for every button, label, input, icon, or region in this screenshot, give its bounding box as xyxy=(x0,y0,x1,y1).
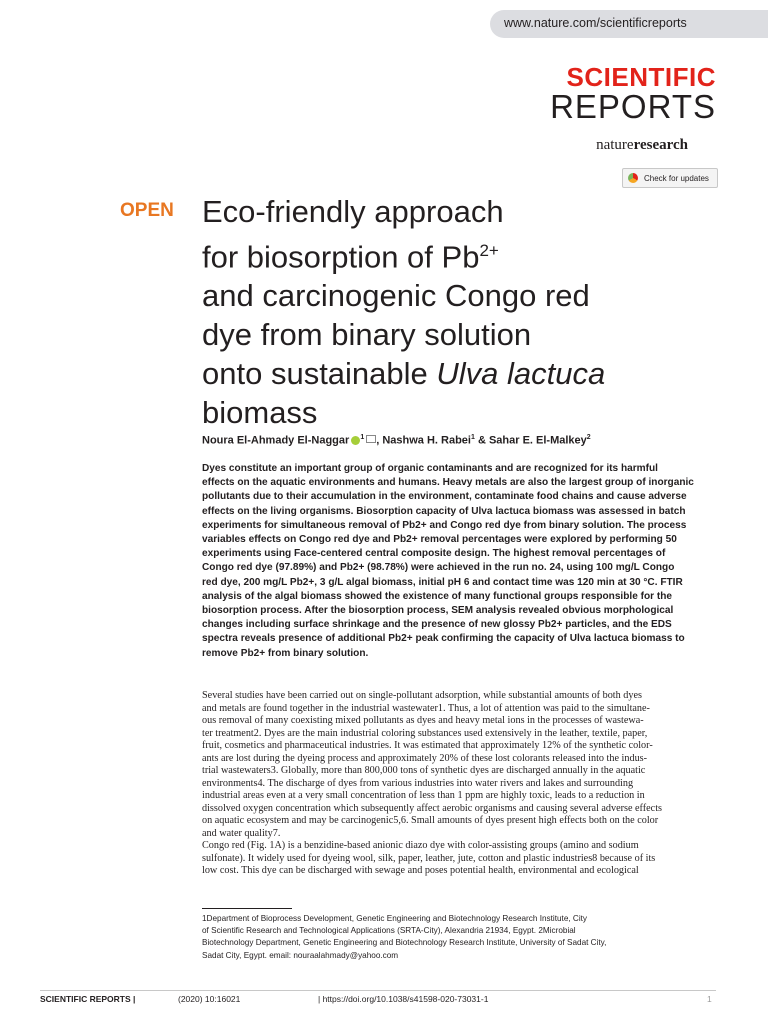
body-text xyxy=(202,690,716,878)
footer-citation: (2020) 10:16021 xyxy=(178,994,241,1004)
title-line-3: and carcinogenic Congo red xyxy=(202,278,590,314)
title-line-2-text: for biosorption of Pb xyxy=(202,239,480,275)
open-access-label: OPEN xyxy=(120,200,174,221)
check-for-updates-button[interactable] xyxy=(622,168,718,188)
body-line: dissolved oxygen concentration which subsequently affect aerobic organisms and causing several adverse effects xyxy=(202,802,662,814)
author-1-affiliation: 1 xyxy=(360,434,365,441)
abstract-line: spectra reveals presence of additional Pb2+ peak confirming the capacity of Ulva lactuca biomass to xyxy=(202,633,685,645)
body-line: ants are lost during the dyeing process and approximately 20% of these lost colorants released into the indus- xyxy=(202,752,648,764)
body-line: Congo red (Fig. 1A) is a benzidine-based anionic diazo dye with color-assisting groups (amino and sodium xyxy=(202,840,639,851)
body-line: industrial areas even at a very small concentration of less than 1 ppm are highly toxic, leads to a reduction in xyxy=(202,790,645,801)
footnote-line: 1Department of Bioprocess Development, Genetic Engineering and Biotechnology Research Institute, City xyxy=(202,914,588,923)
abstract-line: analysis of the algal biomass showed the existence of many functional groups responsible for the xyxy=(202,590,673,602)
affiliations-footnote xyxy=(202,913,716,962)
journal-logo xyxy=(550,64,716,124)
title-line-2 xyxy=(202,231,702,276)
journal-url-bar[interactable] xyxy=(490,10,768,38)
abstract-line: effects on the aquatic environments and humans. Heavy metals are also the largest group of inorganic xyxy=(202,477,694,489)
abstract-line: effects on the living organisms. Biosorption capacity of Ulva lactuca biomass was assessed in batch xyxy=(202,505,686,517)
email-icon[interactable] xyxy=(366,435,376,443)
title-line-6: biomass xyxy=(202,395,318,431)
publisher-logo xyxy=(596,137,688,154)
abstract xyxy=(202,462,714,661)
body-line: ous removal of many coexisting mixed pollutants as dyes and heavy metal ions in the processes of wastewa- xyxy=(202,715,644,726)
body-line: low cost. This dye can be discharged with sewage and poses potential health, environmental and ecological xyxy=(202,865,639,876)
page-number: 1 xyxy=(707,994,712,1004)
body-line: on aquatic ecosystem and may be carcinogenic5,6. Small amounts of dyes present high effects both on the color xyxy=(202,815,659,826)
author-3[interactable]: & Sahar E. El-Malkey xyxy=(474,434,587,447)
footer-divider xyxy=(40,990,716,991)
abstract-line: experiments for simultaneous removal of Pb2+ and Congo red dye from binary solution. The process xyxy=(202,519,687,531)
body-line: trial wastewaters3. Globally, more than 800,000 tons of synthetic dyes are discharged annually in the aquatic xyxy=(202,765,646,776)
footer-doi-link[interactable]: | https://doi.org/10.1038/s41598-020-73031-1 xyxy=(318,994,489,1004)
publisher-prefix: nature xyxy=(596,137,634,153)
check-updates-label: Check for updates xyxy=(644,173,709,183)
body-line: and water quality7. xyxy=(202,827,281,839)
body-line: sulfonate). It widely used for dyeing wool, silk, paper, leather, jute, cotton and plastic industries8 because of its xyxy=(202,852,656,864)
title-species: Ulva lactuca xyxy=(436,356,606,392)
abstract-line: experiments using Face-centered central composite design. The highest removal percentages of xyxy=(202,548,666,560)
title-line-4: dye from binary solution xyxy=(202,317,532,353)
abstract-line: biosorption process. After the biosorption process, SEM analysis revealed obvious morphological xyxy=(202,605,674,617)
journal-url[interactable]: www.nature.com/scientificreports xyxy=(504,16,687,30)
article-title xyxy=(202,192,702,432)
abstract-line: changes including surface shrinkage and the presence of new glossy Pb2+ particles, and the EDS xyxy=(202,619,672,631)
title-superscript: 2+ xyxy=(479,241,499,260)
footnote-line: Biotechnology Department, Genetic Engineering and Biotechnology Research Institute, University of Sadat City, xyxy=(202,938,607,948)
title-line-1: Eco-friendly approach xyxy=(202,194,504,229)
body-line: and metals are found together in the industrial wastewater1. Thus, a lot of attention was paid to the simultane- xyxy=(202,702,650,714)
title-line-5 xyxy=(202,354,702,393)
footnote-line: of Scientific Research and Technological Applications (SRTA-City), Alexandria 21934, Egypt. 2Microbial xyxy=(202,926,576,936)
author-3-affiliation: 2 xyxy=(586,434,591,441)
footer-journal: SCIENTIFIC REPORTS | xyxy=(40,994,136,1004)
footnote-divider xyxy=(202,908,292,909)
logo-scientific: SCIENTIFIC xyxy=(566,62,716,92)
body-line: fruit, cosmetics and pharmaceutical industries. It was estimated that approximately 12% of the synthetic color- xyxy=(202,740,653,751)
logo-reports: REPORTS xyxy=(550,88,716,125)
abstract-line: Congo red dye (97.89%) and Pb2+ (98.78%) were achieved in the run no. 24, using 100 mg/L Congo xyxy=(202,562,675,574)
abstract-line: pollutants due to their accumulation in the environment, contaminate food chains and cause adverse xyxy=(202,491,687,503)
abstract-line: red dye, 200 mg/L Pb2+, 3 g/L algal biomass, initial pH 6 and contact time was 120 min at 30 °C. FTIR xyxy=(202,576,683,588)
body-line: environments4. The discharge of dyes from various industries into water rivers and lakes and surrounding xyxy=(202,777,634,789)
footnote-line[interactable]: Sadat City, Egypt. email: nouraalahmady@yahoo.com xyxy=(202,950,399,960)
orcid-icon[interactable] xyxy=(351,436,360,445)
body-line: Several studies have been carried out on single-pollutant adsorption, while substantial amounts of both dyes xyxy=(202,690,642,701)
author-2[interactable]: , Nashwa H. Rabei xyxy=(376,434,471,447)
abstract-line: variables effects on Congo red dye and Pb2+ removal percentages were explored by performing 50 xyxy=(202,534,677,546)
abstract-line: remove Pb2+ from binary solution. xyxy=(202,647,369,659)
publisher-suffix: research xyxy=(633,137,688,153)
abstract-line: Dyes constitute an important group of organic contaminants and are recognized for its harmful xyxy=(202,463,658,474)
title-line-5-text: onto sustainable xyxy=(202,356,437,392)
author-1[interactable]: Noura El-Ahmady El-Naggar xyxy=(202,434,350,447)
crossmark-icon xyxy=(628,173,638,183)
author-2-affiliation: 1 xyxy=(470,434,475,441)
body-line: ter treatment2. Dyes are the main industrial coloring substances used extensively in the leather, textile, paper, xyxy=(202,727,648,739)
author-list xyxy=(202,434,722,447)
